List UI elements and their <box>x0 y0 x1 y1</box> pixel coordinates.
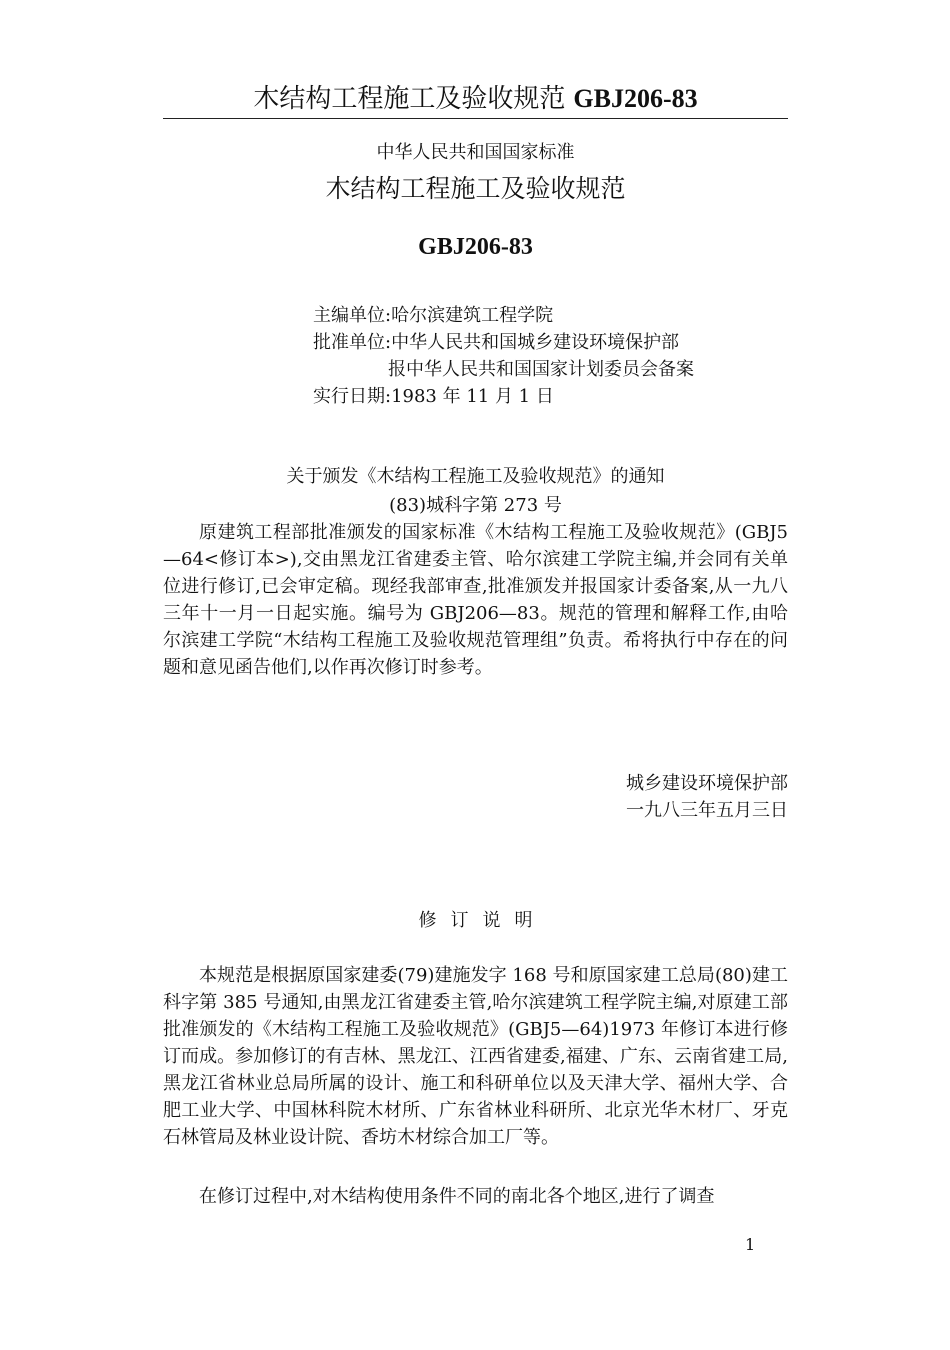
document-title: 木结构工程施工及验收规范 <box>325 174 626 203</box>
running-header <box>163 82 788 116</box>
signature-date: 一九八三年五月三日 <box>626 800 788 821</box>
running-header-code: GBJ206-83 <box>573 84 698 113</box>
standard-label: 中华人民共和国国家标准 <box>376 142 575 163</box>
notice-number: (83)城科字第 273 号 <box>389 495 562 516</box>
notice-body: 原建筑工程部批准颁发的国家标准《木结构工程施工及验收规范》(GBJ5—64<修订本>),交由黑龙江省建委主管、哈尔滨建工学院主编,并会同有关单位进行修订,已会审定稿。现经我部审查,批准颁发并报国家计委备案,从一九八三年十一月一日起实施。编号为 GBJ206—83。规范的管理和解释工作,由哈尔滨建工学院“木结构工程施工及验收规范管理组”负责。希将执行中存在的问题和意见函告他们,以作再次修订时参考。 <box>163 522 788 678</box>
revision-section-title: 修订说明 <box>418 910 547 931</box>
approving-unit: 批准单位:中华人民共和国城乡建设环境保护部 <box>313 332 680 353</box>
revision-paragraph-1: 本规范是根据原国家建委(79)建施发字 168 号和原国家建工总局(80)建工科字第 385 号通知,由黑龙江省建委主管,哈尔滨建筑工程学院主编,对原建工部批准颁发的《木结构工程施工及验收规范》(GBJ5—64)1973 年修订本进行修订而成。参加修订的有吉林、黑龙江、江西省建委,福建、广东、云南省建工局,黑龙江省林业总局所属的设计、施工和科研单位以及天津大学、福州大学、合肥工业大学、中国林科院木材所、广东省林业科研所、北京光华木材厂、牙克石林管局及林业设计院、香坊木材综合加工厂等。 <box>163 965 788 1148</box>
signature-organization: 城乡建设环境保护部 <box>626 773 788 794</box>
notice-title: 关于颁发《木结构工程施工及验收规范》的通知 <box>286 466 665 487</box>
header-divider <box>163 118 788 119</box>
revision-paragraph-2: 在修订过程中,对木结构使用条件不同的南北各个地区,进行了调查 <box>199 1186 715 1207</box>
editor-unit: 主编单位:哈尔滨建筑工程学院 <box>313 305 554 326</box>
page-number: 1 <box>745 1235 756 1254</box>
effective-date: 实行日期:1983 年 11 月 1 日 <box>313 386 554 407</box>
running-header-title: 木结构工程施工及验收规范 <box>253 84 566 114</box>
filing-note: 报中华人民共和国国家计划委员会备案 <box>388 359 694 380</box>
document-code: GBJ206-83 <box>418 234 533 260</box>
